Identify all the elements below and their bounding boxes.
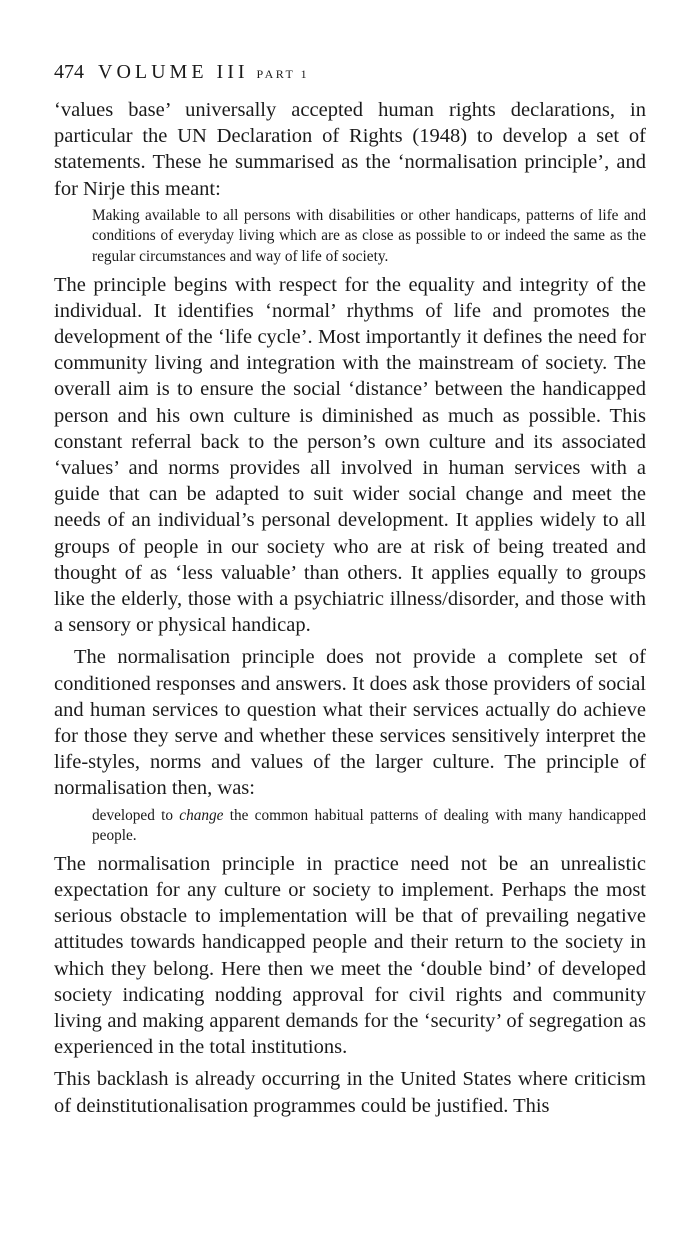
- block-quote-nirje: Making available to all persons with disabilities or other handicaps, patterns of life and conditions of everyday living which are as close as possible to or indeed the same as the regular circumstances and way of life of society.: [92, 206, 646, 265]
- running-head: [54, 60, 309, 86]
- paragraph-2: The principle begins with respect for the equality and integrity of the individual. It identifies ‘normal’ rhythms of life and promotes the development of the ‘life cycle’. Most importantly it defines the need for community living and integration with the mainstream of society. The overall aim is to ensure the social ‘distance’ between the handicapped person and his own culture is diminished as much as possible. This constant referral back to the person’s own culture and its associated ‘values’ and norms provides all involved in human services with a guide that can be adapted to suit wider social change and meet the needs of an individual’s personal development. It applies widely to all groups of people in our society who are at risk of being treated and thought of as ‘less valuable’ than others. It applies equally to groups like the elderly, those with a psychiatric illness/disorder, and those with a sensory or physical handicap.: [54, 273, 646, 637]
- volume-label: VOLUME III: [98, 61, 249, 83]
- block-quote-normalisation: [92, 806, 646, 847]
- part-label: PART 1: [256, 67, 310, 81]
- page-number: 474: [54, 61, 84, 83]
- paragraph-1: ‘values base’ universally accepted human rights declarations, in particular the UN Declaration of Rights (1948) to develop a set of statements. These he summarised as the ‘normalisation principle’, and for Nirje this meant:: [54, 99, 646, 200]
- paragraph-3: The normalisation principle does not provide a complete set of conditioned responses and answers. It does ask those providers of social and human services to question what their services actually do achieve for those they serve and whether these services sensitively interpret the life-styles, norms and values of the larger culture. The principle of normalisation then, was:: [54, 646, 646, 800]
- quote-text-end: the common habitual patterns of dealing with many handicapped people.: [92, 806, 646, 845]
- quote-emphasis: change: [179, 806, 224, 824]
- paragraph-5: This backlash is already occurring in the United States where criticism of deinstitutionalisation programmes could be justified. This: [54, 1068, 646, 1117]
- quote-text-start: developed to: [92, 806, 180, 824]
- body-text: [54, 97, 646, 1119]
- paragraph-4: The normalisation principle in practice need not be an unrealistic expectation for any culture or society to implement. Perhaps the most serious obstacle to implementation will be that of prevailing negative attitudes towards handicapped people and their return to the society in which they belong. Here then we meet the ‘double bind’ of developed society indicating nodding approval for civil rights and community living and making apparent demands for the ‘security’ of segregation as experienced in the total institutions.: [54, 852, 646, 1059]
